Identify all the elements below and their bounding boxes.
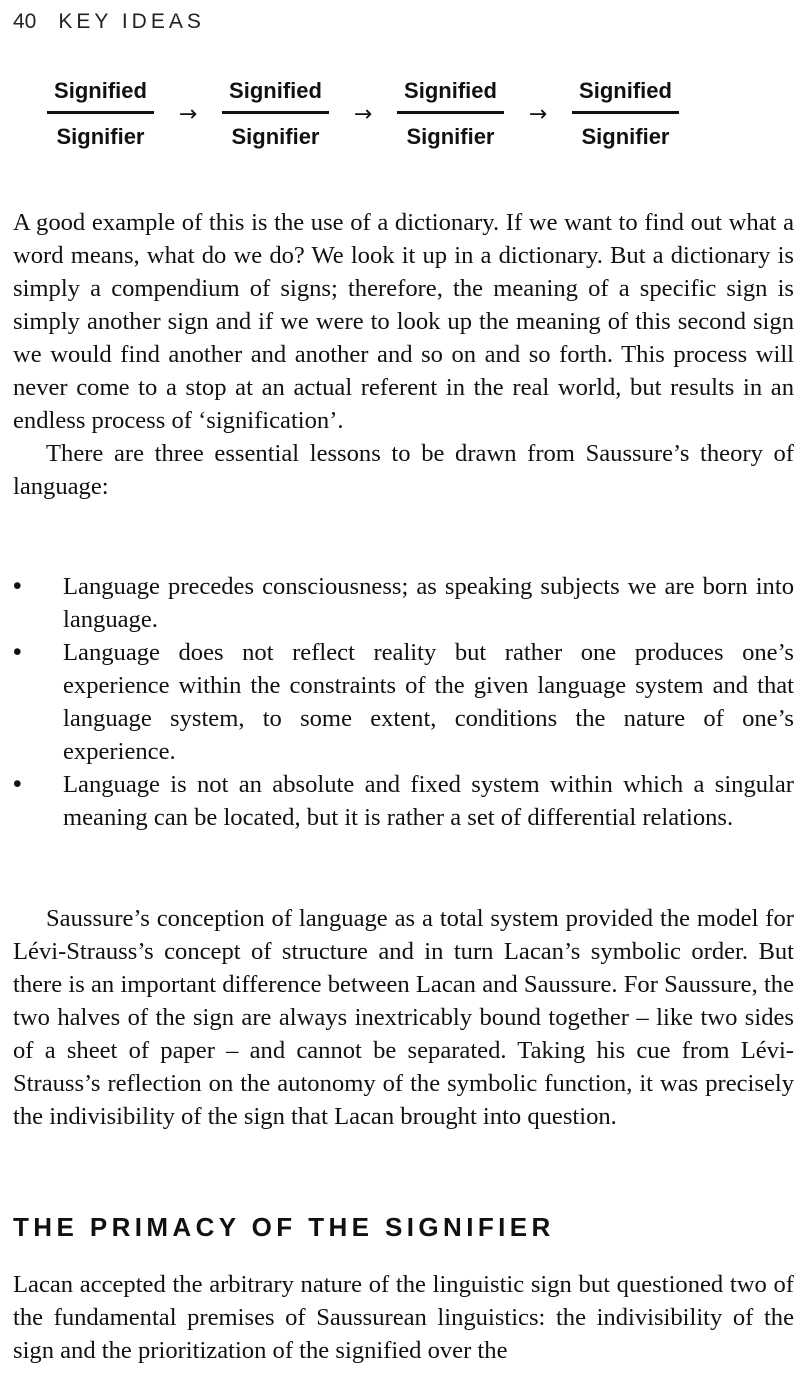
right-arrow-icon: → xyxy=(178,101,198,127)
signified-label: Signified xyxy=(54,78,147,103)
sign-fraction xyxy=(47,77,154,151)
list-item-text: Language precedes consciousness; as speaking subjects we are born into language. xyxy=(63,573,794,633)
section-title: KEY IDEAS xyxy=(58,10,205,33)
signified-label: Signified xyxy=(229,78,322,103)
bullet-icon: • xyxy=(13,771,22,798)
bullet-list xyxy=(13,570,794,834)
body-paragraph-group xyxy=(13,1268,794,1367)
right-arrow-icon: → xyxy=(353,101,373,127)
body-paragraph: Saussure’s conception of language as a total system provided the model for Lévi-Strauss’s concept of structure and in turn Lacan’s symbolic order. But there is an important difference between Lacan and Saussure. For Saussure, the two halves of the sign are always inextricably bound together – like two sides of a sheet of paper – and cannot be separated. Taking his cue from Lévi-Strauss’s reflection on the autonomy of the symbolic function, it was precisely the indivisibility of the sign that Lacan brought into question. xyxy=(13,905,794,1130)
sign-bar xyxy=(222,111,329,114)
signified-label: Signified xyxy=(404,78,497,103)
signifier-chain-diagram xyxy=(47,72,707,156)
body-paragraph: Lacan accepted the arbitrary nature of the linguistic sign but questioned two of the fundamental premises of Saussurean linguistics: the indivisibility of the sign and the prioritization of the signified over the xyxy=(13,1271,794,1364)
body-paragraph-group xyxy=(13,902,794,1133)
list-item xyxy=(13,768,794,834)
signifier-label: Signifier xyxy=(231,124,320,149)
signifier-label: Signifier xyxy=(406,124,495,149)
sign-fraction xyxy=(222,77,329,151)
signified-label: Signified xyxy=(579,78,672,103)
list-item-text: Language is not an absolute and fixed system within which a singular meaning can be located, but it is rather a set of differential relations. xyxy=(63,771,794,831)
sign-fraction xyxy=(397,77,504,151)
right-arrow-icon: → xyxy=(528,101,548,127)
bullet-icon: • xyxy=(13,639,22,666)
signifier-label: Signifier xyxy=(56,124,145,149)
signifier-label: Signifier xyxy=(581,124,670,149)
body-paragraph-group xyxy=(13,206,794,503)
list-item-text: Language does not reflect reality but rather one produces one’s experience within the constraints of the given language system and that language system, to some extent, conditions the nature of one’s experience. xyxy=(63,639,794,765)
sign-bar xyxy=(572,111,679,114)
list-item xyxy=(13,570,794,636)
sign-bar xyxy=(47,111,154,114)
section-heading: THE PRIMACY OF THE SIGNIFIER xyxy=(13,1212,555,1242)
bullet-list-block xyxy=(13,570,794,834)
running-head xyxy=(13,10,205,40)
list-item xyxy=(13,636,794,768)
sign-fraction xyxy=(572,77,679,151)
body-paragraph: A good example of this is the use of a dictionary. If we want to find out what a word means, what do we do? We look it up in a dictionary. But a dictionary is simply a compendium of signs; therefore, the meaning of a specific sign is simply another sign and if we were to look up the meaning of this second sign we would find another and another and so on and so forth. This process will never come to a stop at an actual referent in the real world, but results in an endless process of ‘signification’. xyxy=(13,209,794,434)
bullet-icon: • xyxy=(13,573,22,600)
page-number: 40 xyxy=(13,10,37,33)
body-paragraph: There are three essential lessons to be drawn from Saussure’s theory of language: xyxy=(13,440,794,500)
sign-bar xyxy=(397,111,504,114)
